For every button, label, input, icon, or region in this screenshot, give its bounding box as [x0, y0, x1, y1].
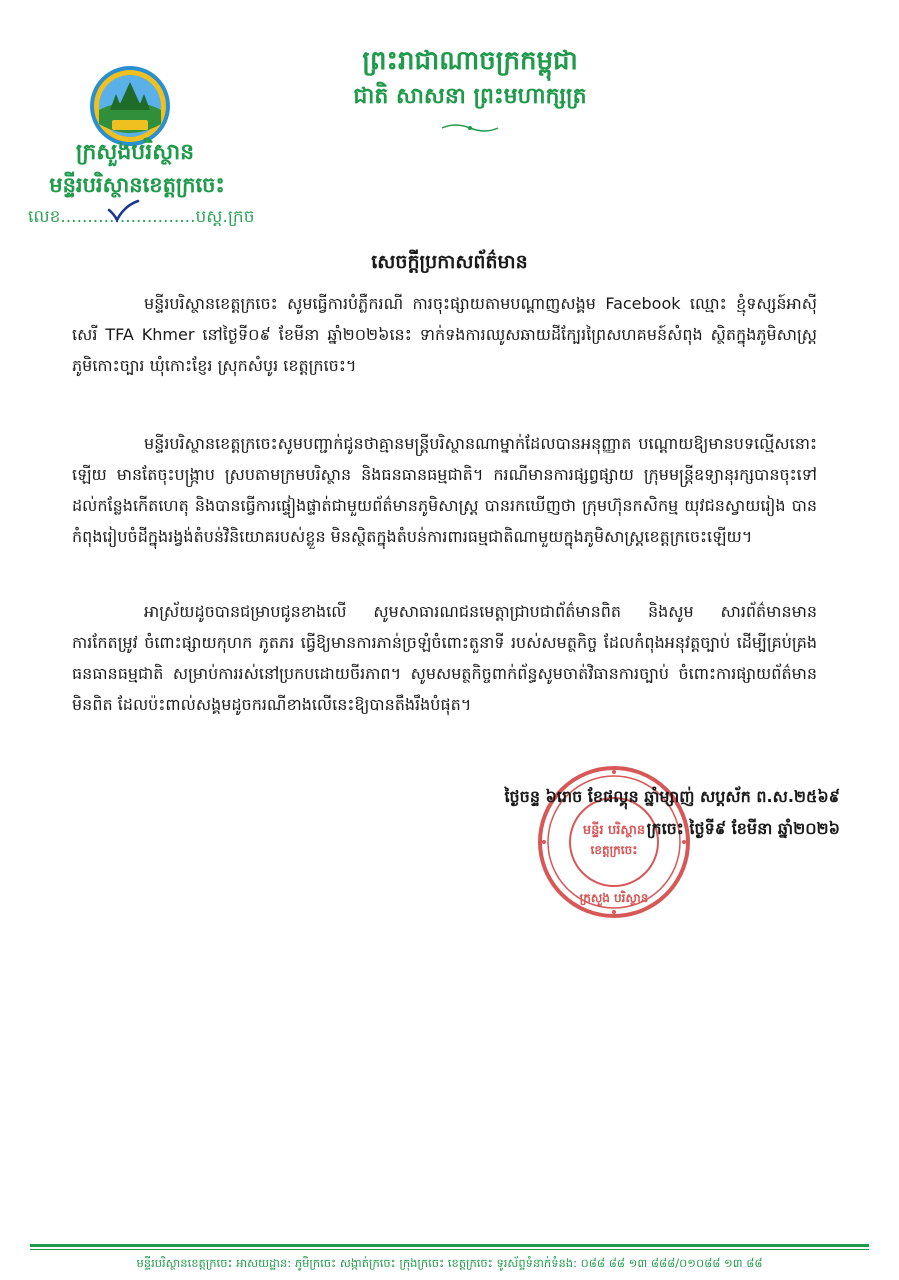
footer-address: មន្ទីរបរិស្ថានខេត្តក្រចេះ អាសយដ្ឋាន: ភូមិក្រចេះ សង្កាត់ក្រចេះ ក្រុងក្រចេះ ខេត្តក្រចេះ ទូរស័ព្ទទំនាក់ទំនង: ០៨៨ ៨៨ ១៣ ៨៨៨/០១០៨៨ ១៣ ៨៨ [136, 1256, 763, 1270]
document-title: សេចក្ដីប្រកាសព័ត៌មាន [371, 251, 528, 273]
header-ornament-icon [440, 122, 500, 134]
reference-dots: ......................... [60, 207, 196, 227]
department-name: មន្ទីរបរិស្ថានខេត្តក្រចេះ [49, 173, 225, 197]
reference-suffix: បស្ត.ក្រច [195, 207, 255, 227]
checkmark-icon [106, 198, 140, 224]
seal-text-mid: ខេត្តក្រចេះ [590, 843, 638, 857]
national-motto: ជាតិ សាសនា ព្រះមហាក្សត្រ [353, 84, 587, 109]
ministry-logo [88, 64, 172, 148]
paragraph-2: មន្ទីរបរិស្ថានខេត្តក្រចេះសូមបញ្ជាក់ជូនថាគ្មានមន្ត្រីបរិស្ថានណាម្នាក់ដែលបានអនុញ្ញាត បណ្ដោយឱ្យមានបទល្មើសនោះឡើយ មានតែចុះបង្ក្រាប ស្របតាមក្រមបរិស្ថាន និងធនធានធម្មជាតិ។ ករណីមានការផ្សព្វផ្សាយ ក្រុមមន្ត្រីឧទ្យានុរក្សបានចុះទៅដល់កន្លែងកើតហេតុ និងបានធ្វើការផ្ទៀងផ្ទាត់ជាមួយព័ត៌មានភូមិសាស្ត្រ បានរកឃើញថា ក្រុមហ៊ុនកសិកម្ម យុវជនស្វាយរៀង បានកំពុងរៀបចំដីក្នុងរង្វង់តំបន់វិនិយោគរបស់ខ្លួន មិនស្ថិតក្នុងតំបន់ការពារធម្មជាតិណាមួយក្នុងភូមិសាស្ត្រខេត្តក្រចេះឡើយ។ [72, 434, 817, 546]
seal-text-bottom: ក្រសួង បរិស្ថាន [579, 891, 649, 905]
footer-divider-thin [30, 1249, 869, 1250]
ministry-name: ក្រសួងបរិស្ថាន [75, 140, 195, 165]
kingdom-title: ព្រះរាជាណាចក្រកម្ពុជា [362, 46, 578, 76]
lunar-date: ថ្ងៃចន្ទ ៦រោច ខែផល្គុន ឆ្នាំម្សាញ់ សប្តស័ក ព.ស.២៥៦៩ [504, 787, 840, 806]
paragraph-3: អាស្រ័យដូចបានជម្រាបជូនខាងលើ សូមសាធារណជនមេត្តាជ្រាបជាព័ត៌មានពិត និងសូម សារព័ត៌មានមានការកែតម្រូវ ចំពោះផ្សាយកុហក ភូតភរ ធ្វើឱ្យមានការភាន់ច្រឡំចំពោះតួនាទី របស់សមត្ថកិច្ច ដែលកំពុងអនុវត្តច្បាប់ ដើម្បីគ្រប់គ្រងធនធានធម្មជាតិ សម្រាប់ការរស់នៅប្រកបដោយចីរភាព។ សូមសមត្ថកិច្ចពាក់ព័ន្ធសូមចាត់វិធានការច្បាប់ ចំពោះការផ្សាយព័ត៌មានមិនពិត ដែលប៉ះពាល់សង្គមដូចករណីខាងលើនេះឱ្យបានតឹងរឹងបំផុត។ [72, 602, 817, 714]
seal-text-top: មន្ទីរ បរិស្ថាន [582, 823, 646, 838]
footer-divider [30, 1244, 869, 1247]
solar-date: ក្រចេះ ថ្ងៃទី៩ ខែមីនា ឆ្នាំ២០២៦ [646, 819, 840, 838]
reference-prefix: លេខ [28, 207, 61, 227]
paragraph-1: មន្ទីរបរិស្ថានខេត្តក្រចេះ សូមធ្វើការបំភ្លឺករណី ការចុះផ្សាយតាមបណ្ដាញសង្គម Facebook ឈ្មោះ ខ្មុំទស្សន៍អាស៊ីសេរី TFA Khmer នៅថ្ងៃទី០៩ ខែមីនា ឆ្នាំ២០២៦នេះ ទាក់ទងការឈូសឆាយដីក្បែរព្រៃសហគមន៍សំពុង ស្ថិតក្នុងភូមិសាស្ត្រភូមិកោះច្បារ ឃុំកោះខ្ញែរ ស្រុកសំបូរ ខេត្តក្រចេះ។ [72, 294, 817, 375]
